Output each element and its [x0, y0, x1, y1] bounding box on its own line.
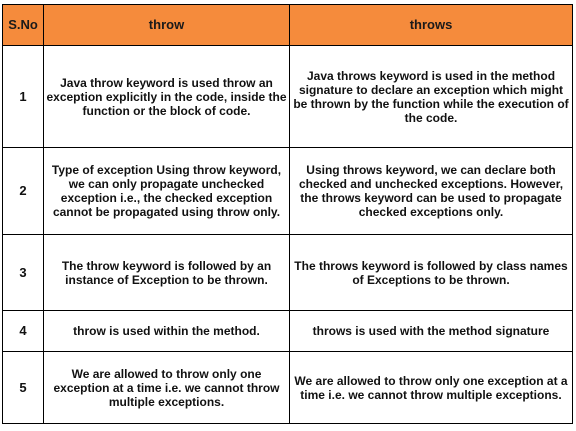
- throw-cell: Java throw keyword is used throw an exception explicitly in the code, inside the function or the block of code.: [44, 46, 290, 148]
- throws-cell: Using throws keyword, we can declare both checked and unchecked exceptions. However, the throws keyword can be used to propagate checked exceptions only.: [290, 148, 573, 235]
- row-number: 1: [3, 46, 44, 148]
- throw-cell: We are allowed to throw only one exception at a time i.e. we cannot throw multiple exceptions.: [44, 352, 290, 424]
- row-number: 5: [3, 352, 44, 424]
- table-body: [3, 46, 573, 424]
- table-row: [3, 352, 573, 424]
- header-throws: throws: [290, 5, 573, 46]
- throw-cell: The throw keyword is followed by an instance of Exception to be thrown.: [44, 235, 290, 311]
- throws-cell: throws is used with the method signature: [290, 311, 573, 352]
- throws-cell: Java throws keyword is used in the method signature to declare an exception which might be thrown by the function while the execution of the code.: [290, 46, 573, 148]
- table-row: [3, 148, 573, 235]
- row-number: 3: [3, 235, 44, 311]
- throws-cell: We are allowed to throw only one exception at a time i.e. we cannot throw multiple exceptions.: [290, 352, 573, 424]
- header-sno: S.No: [3, 5, 44, 46]
- header-row: [3, 5, 573, 46]
- row-number: 4: [3, 311, 44, 352]
- table-row: [3, 311, 573, 352]
- throw-cell: throw is used within the method.: [44, 311, 290, 352]
- throws-cell: The throws keyword is followed by class names of Exceptions to be thrown.: [290, 235, 573, 311]
- comparison-table: [2, 4, 573, 424]
- row-number: 2: [3, 148, 44, 235]
- throw-cell: Type of exception Using throw keyword, we can only propagate unchecked exception i.e., the checked exception cannot be propagated using throw only.: [44, 148, 290, 235]
- table-row: [3, 235, 573, 311]
- table-row: [3, 46, 573, 148]
- table-header: [3, 5, 573, 46]
- header-throw: throw: [44, 5, 290, 46]
